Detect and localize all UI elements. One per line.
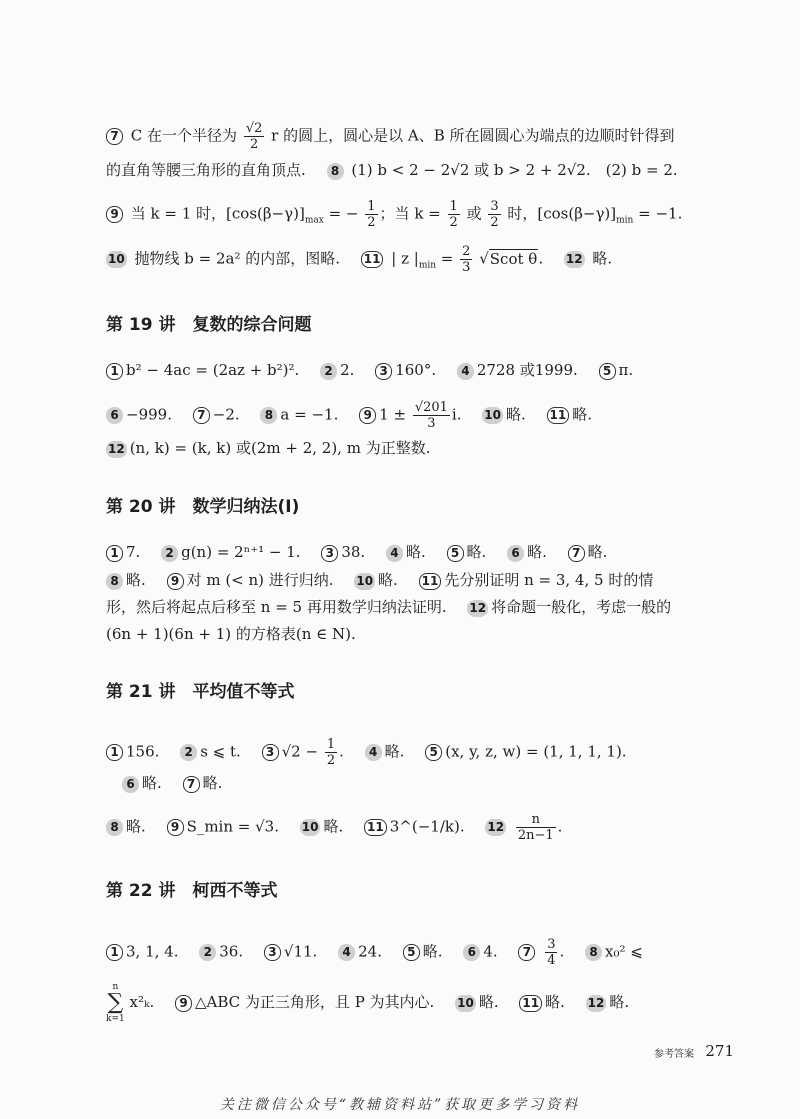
fraction-numerator: 1 bbox=[449, 199, 458, 214]
answer-number: 4 bbox=[457, 363, 474, 380]
answer-text: i. bbox=[451, 405, 462, 424]
answer-number: 3 bbox=[375, 363, 392, 380]
answer-number: 9 bbox=[359, 407, 376, 424]
answer-number: 7 bbox=[518, 944, 535, 961]
answer-text: C 在一个半径为 bbox=[130, 126, 238, 145]
answer-text: 略. bbox=[466, 543, 487, 561]
answer-number: 12 bbox=[108, 441, 125, 456]
answer-text: 略. bbox=[405, 543, 426, 561]
answer-number: 8 bbox=[106, 573, 123, 590]
answer-number: 11 bbox=[547, 407, 570, 424]
subscript: min bbox=[616, 215, 634, 226]
answer-number: 10 bbox=[356, 573, 374, 588]
answer-number: 8 bbox=[260, 407, 277, 424]
answer-number: 4 bbox=[386, 545, 403, 562]
answer-number: 12 bbox=[587, 995, 605, 1010]
answer-text: a = −1. bbox=[280, 405, 339, 424]
answer-number: 9 bbox=[167, 573, 184, 590]
fraction-denominator: 3 bbox=[462, 260, 471, 275]
answer-text: ；当 k = bbox=[379, 204, 446, 223]
answer-number: 7 bbox=[106, 128, 123, 145]
fraction-numerator: n bbox=[516, 812, 556, 828]
answer-number: 2 bbox=[320, 363, 337, 380]
fraction-denominator: 2 bbox=[326, 753, 336, 768]
answer-text: √11. bbox=[283, 942, 318, 961]
answer-text: 略. bbox=[527, 543, 547, 561]
fraction-numerator: 2 bbox=[462, 244, 471, 259]
answer-number: 11 bbox=[519, 995, 542, 1012]
answer-text: 3, 1, 4. bbox=[126, 942, 179, 961]
answer-text: 略. bbox=[202, 774, 223, 792]
answer-text: = −1. bbox=[633, 204, 683, 223]
fraction-denominator: 2n−1 bbox=[517, 828, 554, 843]
answer-number: 2 bbox=[180, 744, 197, 761]
answer-number: 10 bbox=[301, 820, 319, 834]
answer-line bbox=[106, 400, 592, 431]
answer-number: 1 bbox=[106, 944, 123, 961]
answer-text: 38. bbox=[341, 543, 366, 561]
answer-number: 5 bbox=[425, 744, 442, 761]
answer-text: . bbox=[339, 742, 344, 761]
answer-text: 略. bbox=[478, 993, 499, 1011]
fraction-numerator: 1 bbox=[326, 737, 336, 752]
sum-lower: k=1 bbox=[106, 1014, 125, 1024]
answer-number: 5 bbox=[447, 545, 464, 562]
answer-line bbox=[106, 597, 671, 617]
answer-text: 160°. bbox=[395, 361, 437, 379]
answer-text: −2. bbox=[212, 405, 240, 424]
answer-line bbox=[106, 982, 629, 1024]
answer-number: 10 bbox=[484, 408, 501, 422]
answer-text: 将命题一般化，考虑一般的 bbox=[491, 598, 672, 616]
answer-number: 12 bbox=[565, 252, 583, 266]
fraction-denominator: 2 bbox=[249, 137, 259, 152]
answer-text: 先分别证明 n = 3, 4, 5 时的情 bbox=[444, 571, 654, 589]
answer-text: | z | bbox=[391, 249, 419, 268]
section-title: 第 21 讲 平均值不等式 bbox=[106, 682, 295, 702]
fraction bbox=[545, 937, 557, 968]
answer-text: 略. bbox=[142, 774, 162, 792]
answer-number: 8 bbox=[106, 819, 123, 836]
fraction bbox=[448, 199, 460, 230]
answer-line bbox=[106, 624, 356, 644]
radicand: Scot θ bbox=[489, 249, 538, 268]
fraction-numerator: 3 bbox=[490, 199, 499, 214]
answer-text: π. bbox=[618, 361, 634, 379]
answer-number: 12 bbox=[469, 600, 487, 615]
fraction bbox=[488, 199, 500, 230]
answer-number: 6 bbox=[106, 407, 123, 424]
footer-label: 参考答案 bbox=[654, 1049, 694, 1060]
answer-text: 时，[cos(β−γ)] bbox=[502, 204, 617, 223]
answer-text: 或 bbox=[461, 204, 487, 223]
answer-text: 156. bbox=[126, 742, 160, 761]
answer-text: 2. bbox=[340, 361, 355, 379]
answer-line bbox=[106, 438, 430, 458]
answer-number: 9 bbox=[175, 995, 192, 1012]
fraction bbox=[516, 812, 556, 843]
answer-line bbox=[106, 737, 627, 768]
answer-number: 4 bbox=[338, 944, 355, 961]
answer-text: = bbox=[436, 249, 459, 268]
answer-number: 12 bbox=[487, 820, 505, 834]
answer-number: 1 bbox=[106, 545, 123, 562]
fraction-denominator: 3 bbox=[427, 416, 436, 431]
fraction-denominator: 2 bbox=[449, 215, 458, 230]
answer-text: x₀² ⩽ bbox=[605, 942, 643, 961]
answer-number: 9 bbox=[106, 206, 123, 223]
answer-number: 8 bbox=[585, 944, 602, 961]
answer-line bbox=[106, 121, 675, 152]
answer-number: 11 bbox=[364, 819, 387, 836]
answer-number: 3 bbox=[262, 744, 279, 761]
answer-text: g(n) = 2ⁿ⁺¹ − 1. bbox=[181, 543, 301, 561]
answer-text: √2 − bbox=[281, 742, 319, 761]
answer-text: s ⩽ t. bbox=[200, 742, 241, 761]
answer-number: 1 bbox=[106, 744, 123, 761]
answer-number: 6 bbox=[122, 776, 139, 793]
answer-text: x²ₖ. bbox=[129, 993, 155, 1011]
answer-text: −999. bbox=[126, 405, 172, 424]
answer-number: 9 bbox=[167, 819, 184, 836]
footer-note: 关注微信公众号“教辅资料站”获取更多学习资料 bbox=[219, 1097, 581, 1113]
answer-number: 6 bbox=[507, 545, 524, 562]
answer-text: 抛物线 b = 2a² 的内部，图略. bbox=[134, 249, 340, 268]
sum-upper: n bbox=[112, 982, 119, 992]
fraction-denominator: 2 bbox=[367, 215, 376, 230]
answer-text: (x, y, z, w) = (1, 1, 1, 1). bbox=[445, 742, 627, 761]
answer-text: 略. bbox=[592, 249, 613, 268]
answer-text: 略. bbox=[126, 571, 146, 589]
answer-text: 略. bbox=[378, 571, 398, 589]
answer-text: 略. bbox=[609, 993, 630, 1011]
answer-number: 5 bbox=[599, 363, 616, 380]
fraction bbox=[413, 400, 450, 431]
answer-number: 4 bbox=[365, 744, 382, 761]
answer-line bbox=[122, 773, 222, 793]
answer-number: 7 bbox=[568, 545, 585, 562]
fraction-numerator: √2 bbox=[245, 121, 263, 136]
page-number: 271 bbox=[705, 1042, 734, 1060]
answer-line bbox=[106, 542, 607, 562]
answer-text: = − bbox=[323, 204, 359, 223]
answer-text: . bbox=[538, 249, 544, 268]
answer-text: 略. bbox=[384, 742, 405, 761]
answer-number: 3 bbox=[264, 944, 281, 961]
answer-text: 4. bbox=[483, 942, 498, 961]
answer-number: 2 bbox=[161, 545, 178, 562]
answer-text: 36. bbox=[219, 942, 244, 961]
answer-text: 24. bbox=[358, 942, 382, 961]
answer-number: 1 bbox=[106, 363, 123, 380]
answer-line bbox=[106, 937, 643, 968]
answer-text: 3^(−1/k). bbox=[389, 817, 465, 836]
answer-line bbox=[106, 244, 612, 276]
radical: √Scot θ bbox=[479, 249, 538, 268]
answer-text: 对 m (< n) 进行归纳. bbox=[186, 571, 334, 589]
answer-text: 1 ± bbox=[379, 405, 407, 424]
answer-text: 略. bbox=[587, 543, 608, 561]
answer-text: S_min = √3. bbox=[186, 817, 279, 836]
answer-number: 5 bbox=[403, 944, 420, 961]
section-title: 第 20 讲 数学归纳法(Ⅰ) bbox=[106, 497, 300, 517]
fraction-numerator: 1 bbox=[367, 199, 376, 214]
fraction-denominator: 2 bbox=[490, 215, 499, 230]
answer-text: △ABC 为正三角形，且 P 为其内心. bbox=[195, 993, 435, 1011]
answer-text: 略. bbox=[422, 942, 443, 961]
answer-text: 7. bbox=[126, 543, 141, 561]
answer-text: (1) b < 2 − 2√2 或 b > 2 + 2√2. (2) b = 2. bbox=[351, 161, 678, 179]
answer-text: b² − 4ac = (2az + b²)². bbox=[126, 361, 300, 379]
answer-text: 略. bbox=[545, 993, 565, 1011]
answer-text: 略. bbox=[505, 405, 526, 424]
answer-text: (n, k) = (k, k) 或(2m + 2, 2), m 为正整数. bbox=[129, 439, 431, 457]
fraction bbox=[365, 199, 377, 230]
fraction bbox=[244, 121, 265, 152]
answer-text: 的直角等腰三角形的直角顶点. bbox=[106, 161, 306, 179]
answer-number: 8 bbox=[327, 163, 344, 180]
fraction bbox=[460, 244, 472, 275]
answer-text: . bbox=[559, 942, 565, 961]
answer-text: 略. bbox=[323, 817, 344, 836]
answer-text: 形，然后将起点后移至 n = 5 再用数学归纳法证明. bbox=[106, 598, 447, 616]
answer-number: 2 bbox=[199, 944, 216, 961]
answer-text: 略. bbox=[572, 405, 593, 424]
subscript: min bbox=[418, 260, 437, 271]
fraction bbox=[325, 737, 337, 768]
fraction-denominator: 4 bbox=[547, 953, 556, 968]
answer-number: 11 bbox=[419, 573, 442, 590]
answer-text: r 的圆上，圆心是以 A、B 所在圆圆心为端点的边顺时针得到 bbox=[271, 126, 675, 145]
answer-number: 10 bbox=[457, 995, 474, 1010]
answer-number: 11 bbox=[361, 251, 384, 268]
answer-line bbox=[106, 160, 678, 180]
answer-line bbox=[106, 570, 653, 590]
answer-line bbox=[106, 199, 682, 231]
section-title: 第 22 讲 柯西不等式 bbox=[106, 881, 278, 901]
answer-number: 7 bbox=[193, 407, 210, 424]
answer-text: . bbox=[557, 817, 563, 836]
answer-number: 3 bbox=[321, 545, 338, 562]
answer-line bbox=[106, 812, 562, 843]
fraction-numerator: √201 bbox=[414, 400, 448, 415]
subscript: max bbox=[304, 215, 324, 226]
answer-number: 6 bbox=[463, 944, 480, 961]
summation: n ∑ k=1 bbox=[106, 982, 125, 1024]
answer-text: 略. bbox=[126, 817, 146, 836]
answer-number: 10 bbox=[108, 252, 125, 266]
fraction-numerator: 3 bbox=[547, 937, 556, 952]
section-title: 第 19 讲 复数的综合问题 bbox=[106, 315, 312, 335]
answer-number: 7 bbox=[183, 776, 200, 793]
answer-text: (6n + 1)(6n + 1) 的方格表(n ∈ N). bbox=[106, 625, 356, 643]
answer-text: 2728 或1999. bbox=[476, 361, 578, 379]
answer-line bbox=[106, 360, 633, 380]
answer-text: 当 k = 1 时，[cos(β−γ)] bbox=[130, 204, 305, 223]
